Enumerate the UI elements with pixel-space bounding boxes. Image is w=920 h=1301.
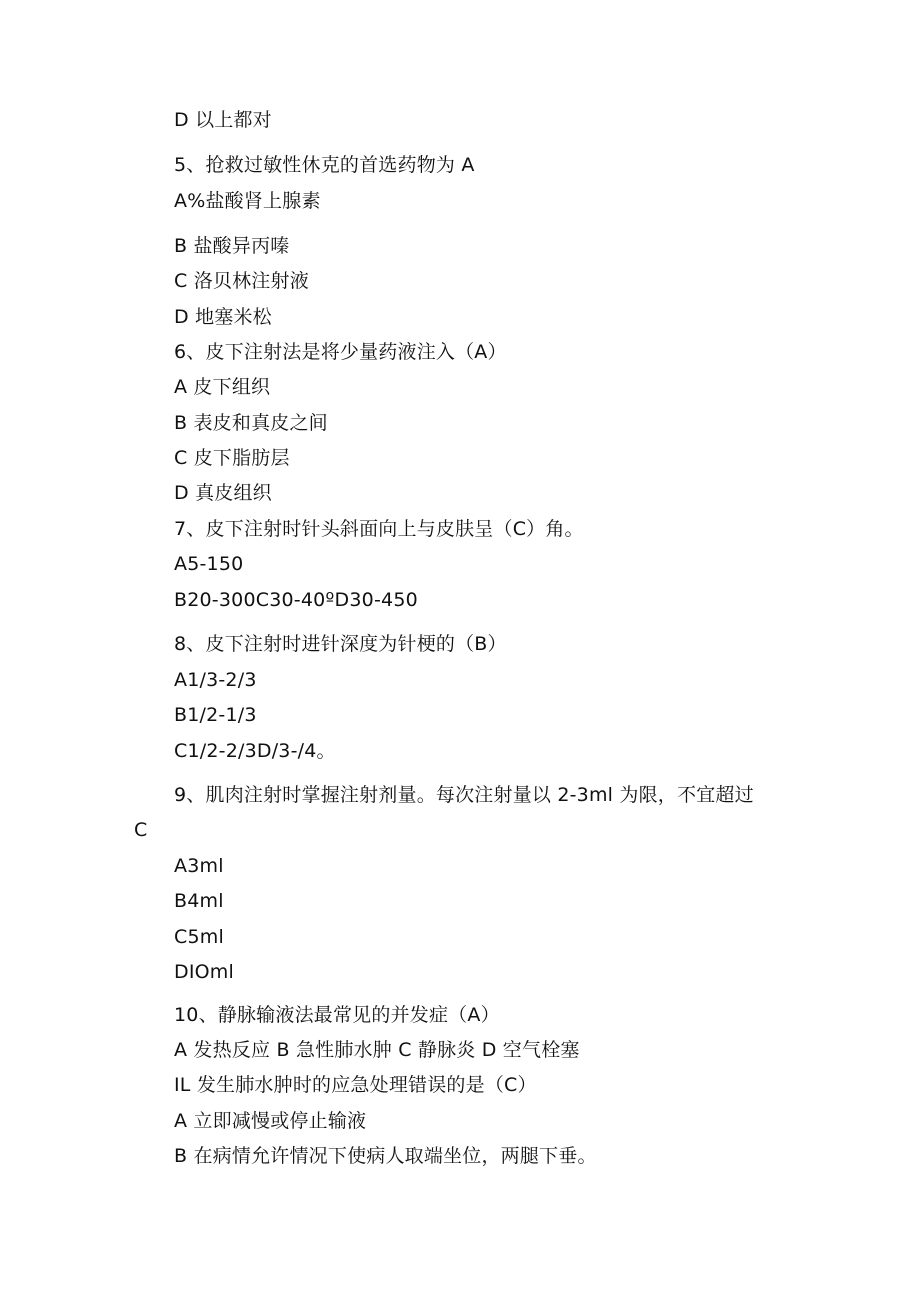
q8-option-a: A1/3-2/3 bbox=[174, 669, 257, 691]
q9-option-d: DIOml bbox=[174, 961, 234, 983]
q5-option-d: D 地塞米松 bbox=[174, 306, 272, 328]
question-9-answer: C bbox=[134, 819, 148, 841]
q5-option-b: B 盐酸异丙嗪 bbox=[174, 235, 290, 257]
question-8: 8、皮下注射时进针深度为针梗的（B） bbox=[174, 633, 507, 655]
q5-option-c: C 洛贝林注射液 bbox=[174, 270, 309, 292]
q9-option-b: B4ml bbox=[174, 890, 224, 912]
q7-option-a: A5-150 bbox=[174, 553, 244, 575]
q11-option-a: A 立即减慢或停止输液 bbox=[174, 1110, 367, 1132]
question-11: IL 发生肺水肿时的应急处理错误的是（C） bbox=[174, 1074, 537, 1096]
q10-options: A 发热反应 B 急性肺水肿 C 静脉炎 D 空气栓塞 bbox=[174, 1039, 580, 1061]
q7-options-bcd: B20-300C30-40ºD30-450 bbox=[174, 589, 418, 611]
question-7: 7、皮下注射时针头斜面向上与皮肤呈（C）角。 bbox=[174, 518, 584, 540]
q6-option-c: C 皮下脂肪层 bbox=[174, 447, 290, 469]
q6-option-d: D 真皮组织 bbox=[174, 482, 272, 504]
q6-option-b: B 表皮和真皮之间 bbox=[174, 412, 328, 434]
question-10: 10、静脉输液法最常见的并发症（A） bbox=[174, 1004, 500, 1026]
q5-option-a: A%盐酸肾上腺素 bbox=[174, 190, 321, 212]
question-6: 6、皮下注射法是将少量药液注入（A） bbox=[174, 341, 507, 363]
q8-option-b: B1/2-1/3 bbox=[174, 704, 257, 726]
q9-option-c: C5ml bbox=[174, 926, 224, 948]
q9-option-a: A3ml bbox=[174, 855, 224, 877]
q6-option-a: A 皮下组织 bbox=[174, 376, 271, 398]
option-d-all-correct: D 以上都对 bbox=[174, 109, 272, 131]
q11-option-b: B 在病情允许情况下使病人取端坐位，两腿下垂。 bbox=[174, 1145, 597, 1167]
question-9: 9、肌肉注射时掌握注射剂量。每次注射量以 2-3ml 为限，不宜超过 bbox=[174, 784, 754, 806]
question-5: 5、抢救过敏性休克的首选药物为 A bbox=[174, 154, 475, 176]
q8-options-cd: C1/2-2/3D∕3-∕4。 bbox=[174, 740, 336, 762]
